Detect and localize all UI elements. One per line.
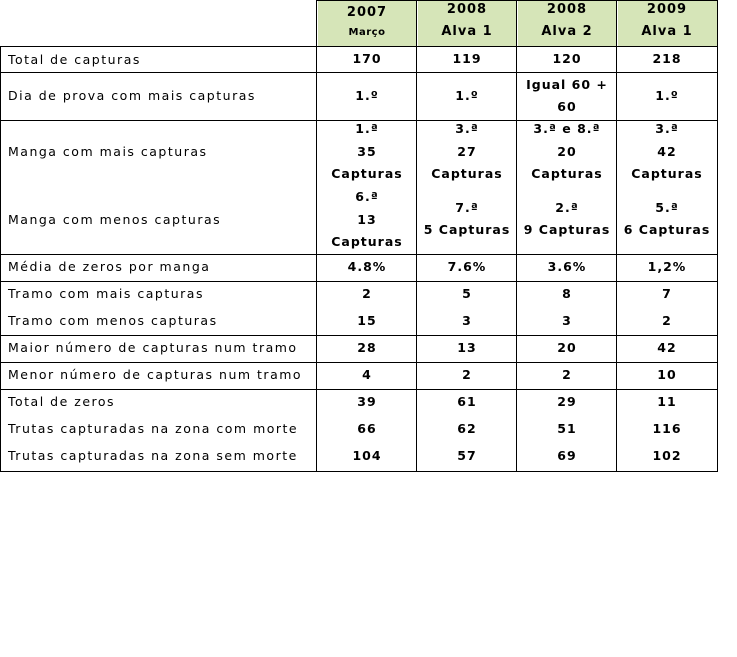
cell-value: Capturas [531,166,603,181]
cell-value: 2 [462,367,472,382]
cell-value: 4 [362,367,372,382]
grid-line [0,389,718,390]
cell-value: 15 [357,313,377,328]
cell-value: 51 [557,421,577,436]
cell-value: 102 [652,448,682,463]
grid-line [0,254,718,255]
row-label: Média de zeros por manga [8,259,211,274]
cell-value: 42 [657,144,677,159]
grid-line [0,362,718,363]
cell-value: 7.ª [455,200,479,215]
cell-value: 5 Capturas [423,222,511,237]
cell-value: 7 [662,286,672,301]
grid-line [316,0,718,1]
cell-value: Capturas [331,166,403,181]
header-year: 2007 [346,5,388,20]
cell-value: 61 [457,394,477,409]
row-label: Manga com menos capturas [8,212,222,227]
cell-value: 13 [357,212,377,227]
cell-value: 3.ª e 8.ª [533,121,601,136]
cell-value: 11 [657,394,677,409]
cell-value: 119 [452,51,482,66]
cell-value: 2 [362,286,372,301]
header-subtitle: Alva 1 [641,24,693,39]
cell-value: 1.ª [355,121,379,136]
row-label: Trutas capturadas na zona sem morte [8,448,298,463]
cell-value: 42 [657,340,677,355]
cell-value: Capturas [631,166,703,181]
cell-value: Capturas [331,234,403,249]
row-label: Dia de prova com mais capturas [8,88,256,103]
cell-value: 1,2% [647,259,687,274]
cell-value: 6.ª [355,189,379,204]
cell-value: 3.6% [547,259,587,274]
cell-value: Igual 60 + [526,77,608,92]
cell-value: 29 [557,394,577,409]
cell-value: 218 [652,51,682,66]
row-label: Total de zeros [8,394,116,409]
row-label: Manga com mais capturas [8,144,208,159]
grid-line [0,471,718,472]
cell-value: Capturas [431,166,503,181]
cell-value: 66 [357,421,377,436]
row-label: Maior número de capturas num tramo [8,340,298,355]
cell-value: 120 [552,51,582,66]
cell-value: 104 [352,448,382,463]
header-subtitle: Alva 2 [541,24,593,39]
cell-value: 2 [662,313,672,328]
cell-value: 28 [357,340,377,355]
cell-value: 62 [457,421,477,436]
cell-value: 2 [562,367,572,382]
cell-value: 8 [562,286,572,301]
header-year: 2009 [646,2,688,17]
grid-line [0,72,718,73]
cell-value: 35 [357,144,377,159]
grid-line [0,46,718,47]
cell-value: 5 [462,286,472,301]
grid-line [717,0,718,472]
cell-value: 3.ª [455,121,479,136]
cell-value: 7.6% [447,259,487,274]
cell-value: 39 [357,394,377,409]
cell-value: 5.ª [655,200,679,215]
cell-value: 13 [457,340,477,355]
cell-value: 60 [557,99,577,114]
header-subtitle: Março [348,27,386,38]
header-year: 2008 [546,2,588,17]
cell-value: 1.º [355,88,379,103]
cell-value: 1.º [655,88,679,103]
cell-value: 20 [557,340,577,355]
row-label: Menor número de capturas num tramo [8,367,303,382]
cell-value: 6 Capturas [623,222,711,237]
cell-value: 27 [457,144,477,159]
cell-value: 3 [562,313,572,328]
cell-value: 57 [457,448,477,463]
cell-value: 3 [462,313,472,328]
cell-value: 116 [652,421,682,436]
grid-line [0,281,718,282]
cell-value: 9 Capturas [523,222,611,237]
cell-value: 1.º [455,88,479,103]
header-subtitle: Alva 1 [441,24,493,39]
cell-value: 20 [557,144,577,159]
cell-value: 170 [352,51,382,66]
row-label: Tramo com menos capturas [8,313,218,328]
cell-value: 10 [657,367,677,382]
cell-value: 3.ª [655,121,679,136]
row-label: Tramo com mais capturas [8,286,204,301]
grid-line [0,46,1,472]
cell-value: 2.ª [555,200,579,215]
grid-line [0,335,718,336]
row-label: Trutas capturadas na zona com morte [8,421,299,436]
cell-value: 4.8% [347,259,387,274]
row-label: Total de capturas [8,52,141,67]
cell-value: 69 [557,448,577,463]
header-year: 2008 [446,2,488,17]
